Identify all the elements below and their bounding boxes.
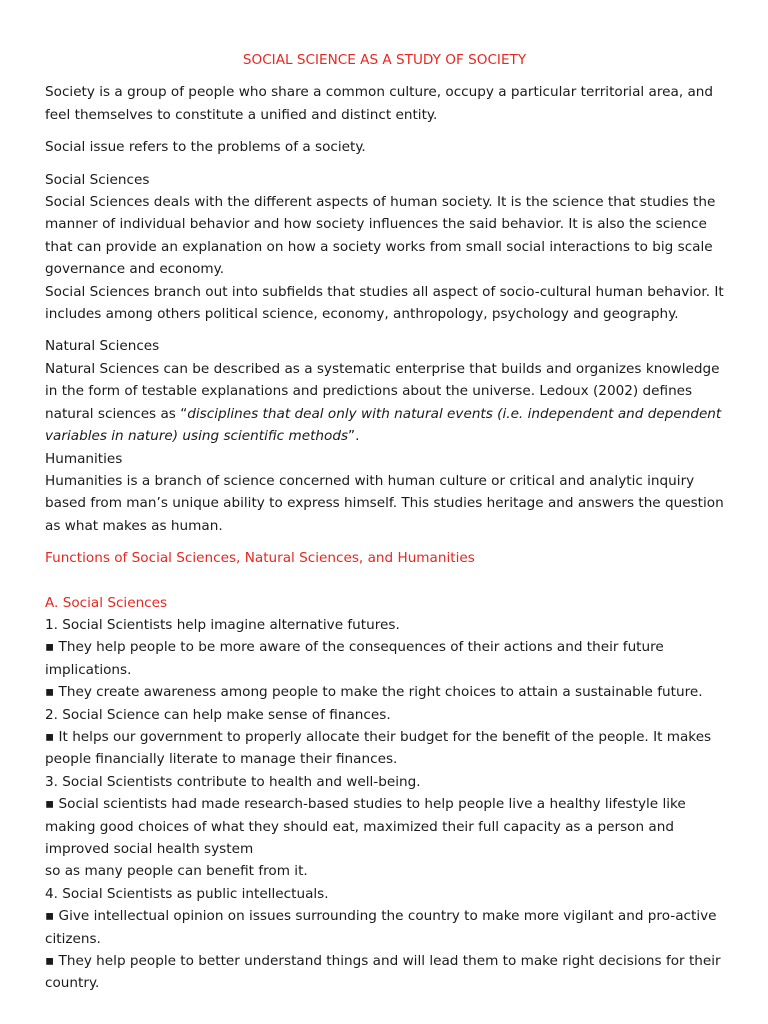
humanities-heading: Humanities — [45, 450, 123, 467]
list-item: ▪ Give intellectual opinion on issues surrounding the country to make more vigilant and pro-active citizens. — [45, 908, 717, 947]
social-sciences-paragraph-2: Social Sciences branch out into subfields that studies all aspect of socio-cultural human behavior. It includes among others political science, economy, anthropology, psychology and geography. — [45, 283, 724, 323]
list-item: 3. Social Scientists contribute to health and well-being. — [45, 773, 421, 790]
spacer — [45, 325, 724, 335]
section-a-heading: A. Social Sciences — [45, 594, 168, 611]
social-sciences-heading: Social Sciences — [45, 171, 150, 188]
list-item: 2. Social Science can help make sense of finances. — [45, 706, 391, 723]
document-title: SOCIAL SCIENCE AS A STUDY OF SOCIETY — [242, 52, 527, 68]
natural-sciences-quote: disciplines that deal only with natural events (i.e. independent and dependent variables in nature) using scientific methods — [45, 405, 722, 445]
social-sciences-paragraph-1: Social Sciences deals with the different aspects of human society. It is the science that studies the manner of individual behavior and how society influences the said behavior. It is also the science that can provide an explanation on how a society works from small social interactions to big scale governance and economy. — [45, 194, 716, 278]
natural-sciences-heading: Natural Sciences — [45, 338, 160, 355]
list-item: ▪ It helps our government to properly allocate their budget for the benefit of the people. It makes people financially literate to manage their finances. — [45, 728, 712, 768]
functions-heading: Functions of Social Sciences, Natural Sciences, and Humanities — [45, 550, 475, 567]
spacer — [45, 537, 724, 547]
natural-sciences-text-end: ”. — [348, 428, 360, 445]
list-item: ▪ Social scientists had made research-based studies to help people live a healthy lifestyle like making good choices of what they should eat, maximized their full capacity as a person and improved social health system — [45, 796, 686, 857]
social-issue-definition: Social issue refers to the problems of a society. — [45, 139, 366, 156]
spacer — [45, 570, 724, 592]
list-item: 4. Social Scientists as public intellectuals. — [45, 885, 329, 902]
list-item: ▪ They help people to better understand things and will lead them to make right decisions for their country. — [45, 953, 721, 992]
list-item: ▪ They help people to be more aware of the consequences of their actions and their future implications. — [45, 639, 664, 678]
natural-sciences-text: Natural Sciences can be described as a systematic enterprise that builds and organizes knowledge in the form of testable explanations and predictions about the universe. Ledoux (2002) defines natural sciences as “ — [45, 360, 720, 422]
list-item: ▪ They create awareness among people to make the right choices to attain a sustainable future. — [45, 684, 703, 701]
list-item: so as many people can benefit from it. — [45, 863, 308, 880]
natural-sciences-paragraph — [45, 358, 724, 448]
humanities-paragraph: Humanities is a branch of science concerned with human culture or critical and analytic inquiry based from man’s unique ability to express himself. This studies heritage and answers the question as what makes as human. — [45, 472, 724, 534]
spacer — [45, 159, 724, 169]
list-item: 1. Social Scientists help imagine alternative futures. — [45, 616, 400, 633]
society-definition: Society is a group of people who share a common culture, occupy a particular territorial area, and feel themselves to constitute a unified and distinct entity. — [45, 84, 714, 123]
spacer — [45, 126, 724, 136]
